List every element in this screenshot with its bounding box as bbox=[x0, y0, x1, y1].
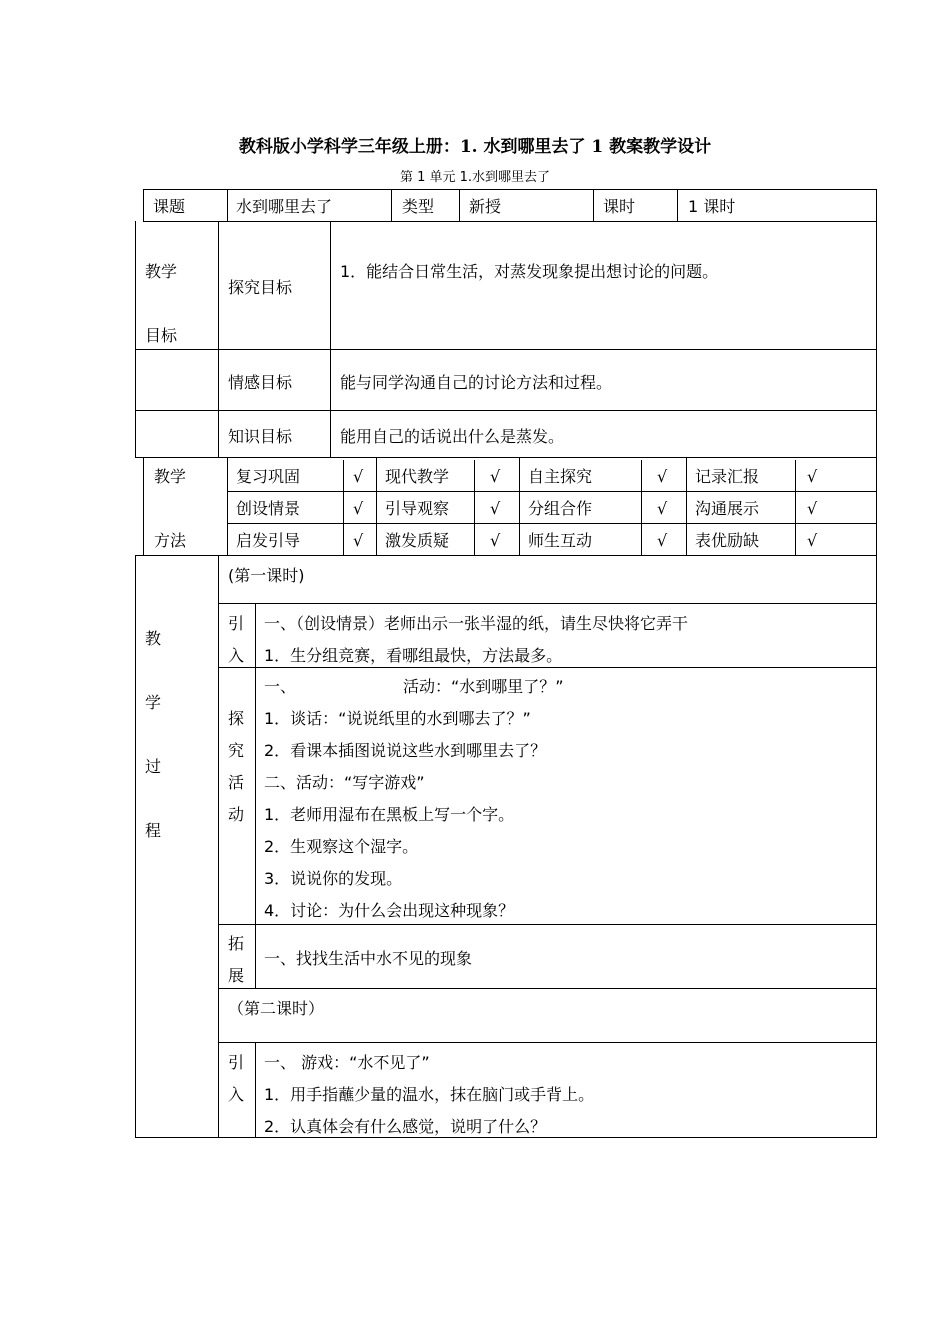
method-name: 表优励缺 bbox=[695, 531, 760, 550]
check-mark: √ bbox=[657, 531, 668, 550]
document-title: 教科版小学科学三年级上册：1. 水到哪里去了 1 教案教学设计 bbox=[238, 137, 712, 157]
explore-line: 二、活动：“写字游戏” bbox=[264, 773, 425, 792]
explore-heading-number: 一、 bbox=[264, 677, 297, 696]
explore-label-char: 究 bbox=[228, 741, 245, 760]
type-value: 新授 bbox=[469, 197, 502, 216]
method-name: 引导观察 bbox=[385, 499, 450, 518]
process-label-char: 程 bbox=[145, 821, 162, 840]
methods-label-top: 教学 bbox=[154, 467, 187, 486]
check-mark: √ bbox=[657, 467, 668, 486]
explore-heading: 活动：“水到哪里了？” bbox=[403, 677, 564, 696]
explore-label-char: 活 bbox=[228, 773, 245, 792]
method-name: 师生互动 bbox=[528, 531, 593, 550]
explore-line: 2．生观察这个湿字。 bbox=[264, 837, 419, 856]
explore-line: 3．说说你的发现。 bbox=[264, 869, 403, 888]
knowledge-goal-text: 能用自己的话说出什么是蒸发。 bbox=[340, 427, 565, 446]
document-subtitle: 第 1 单元 1.水到哪里去了 bbox=[399, 170, 551, 185]
method-name: 创设情景 bbox=[236, 499, 301, 518]
lesson-1-heading: (第一课时) bbox=[228, 566, 305, 585]
course-value: 水到哪里去了 bbox=[236, 197, 333, 216]
intro2-line: 1．用手指蘸少量的温水，抹在脑门或手背上。 bbox=[264, 1085, 595, 1104]
check-mark: √ bbox=[807, 467, 818, 486]
explore-line: 1．老师用湿布在黑板上写一个字。 bbox=[264, 805, 515, 824]
method-name: 分组合作 bbox=[528, 499, 593, 518]
check-mark: √ bbox=[353, 531, 364, 550]
check-mark: √ bbox=[657, 499, 668, 518]
explore-goal-text: 1．能结合日常生活，对蒸发现象提出想讨论的问题。 bbox=[340, 262, 719, 281]
knowledge-goal-label: 知识目标 bbox=[228, 427, 293, 446]
intro2-label-char: 入 bbox=[228, 1085, 245, 1104]
check-mark: √ bbox=[807, 499, 818, 518]
intro2-label-char: 引 bbox=[228, 1053, 245, 1072]
explore-label-char: 动 bbox=[228, 805, 245, 824]
method-name: 沟通展示 bbox=[695, 499, 760, 518]
emotion-goal-label: 情感目标 bbox=[228, 373, 293, 392]
extend-label-char: 拓 bbox=[228, 934, 245, 953]
method-name: 自主探究 bbox=[528, 467, 593, 486]
check-mark: √ bbox=[353, 467, 364, 486]
extend-text: 一、找找生活中水不见的现象 bbox=[264, 949, 473, 968]
method-name: 启发引导 bbox=[236, 531, 301, 550]
method-name: 激发质疑 bbox=[385, 531, 450, 550]
check-mark: √ bbox=[490, 499, 501, 518]
extend-label-char: 展 bbox=[228, 966, 245, 985]
explore-line: 2．看课本插图说说这些水到哪里去了？ bbox=[264, 741, 547, 760]
check-mark: √ bbox=[490, 467, 501, 486]
method-name: 复习巩固 bbox=[236, 467, 301, 486]
check-mark: √ bbox=[490, 531, 501, 550]
explore-line: 4．讨论：为什么会出现这种现象？ bbox=[264, 901, 515, 920]
emotion-goal-text: 能与同学沟通自己的讨论方法和过程。 bbox=[340, 373, 613, 392]
methods-label-bottom: 方法 bbox=[154, 531, 187, 550]
process-label-char: 学 bbox=[145, 693, 162, 712]
method-name: 记录汇报 bbox=[695, 467, 760, 486]
goals-label-top: 教学 bbox=[145, 262, 178, 281]
intro2-line: 2．认真体会有什么感觉，说明了什么？ bbox=[264, 1117, 547, 1136]
intro-label-char: 入 bbox=[228, 646, 245, 665]
intro-line: 1．生分组竞赛，看哪组最快，方法最多。 bbox=[264, 646, 563, 665]
lesson-2-heading: （第二课时） bbox=[228, 999, 325, 1018]
hours-value: 1 课时 bbox=[688, 197, 736, 216]
course-label: 课题 bbox=[153, 197, 186, 216]
process-label-char: 教 bbox=[145, 629, 162, 648]
method-name: 现代教学 bbox=[385, 467, 450, 486]
hours-label: 课时 bbox=[603, 197, 636, 216]
check-mark: √ bbox=[807, 531, 818, 550]
explore-label-char: 探 bbox=[228, 709, 245, 728]
explore-goal-label: 探究目标 bbox=[228, 278, 293, 297]
intro-line: 一、（创设情景）老师出示一张半湿的纸，请生尽快将它弄干 bbox=[264, 614, 689, 633]
check-mark: √ bbox=[353, 499, 364, 518]
type-label: 类型 bbox=[402, 197, 435, 216]
process-label-char: 过 bbox=[145, 757, 162, 776]
explore-line: 1．谈话：“说说纸里的水到哪去了？” bbox=[264, 709, 531, 728]
goals-label-bottom: 目标 bbox=[145, 326, 178, 345]
intro-label-char: 引 bbox=[228, 614, 245, 633]
intro2-line: 一、 游戏：“水不见了” bbox=[264, 1053, 430, 1072]
